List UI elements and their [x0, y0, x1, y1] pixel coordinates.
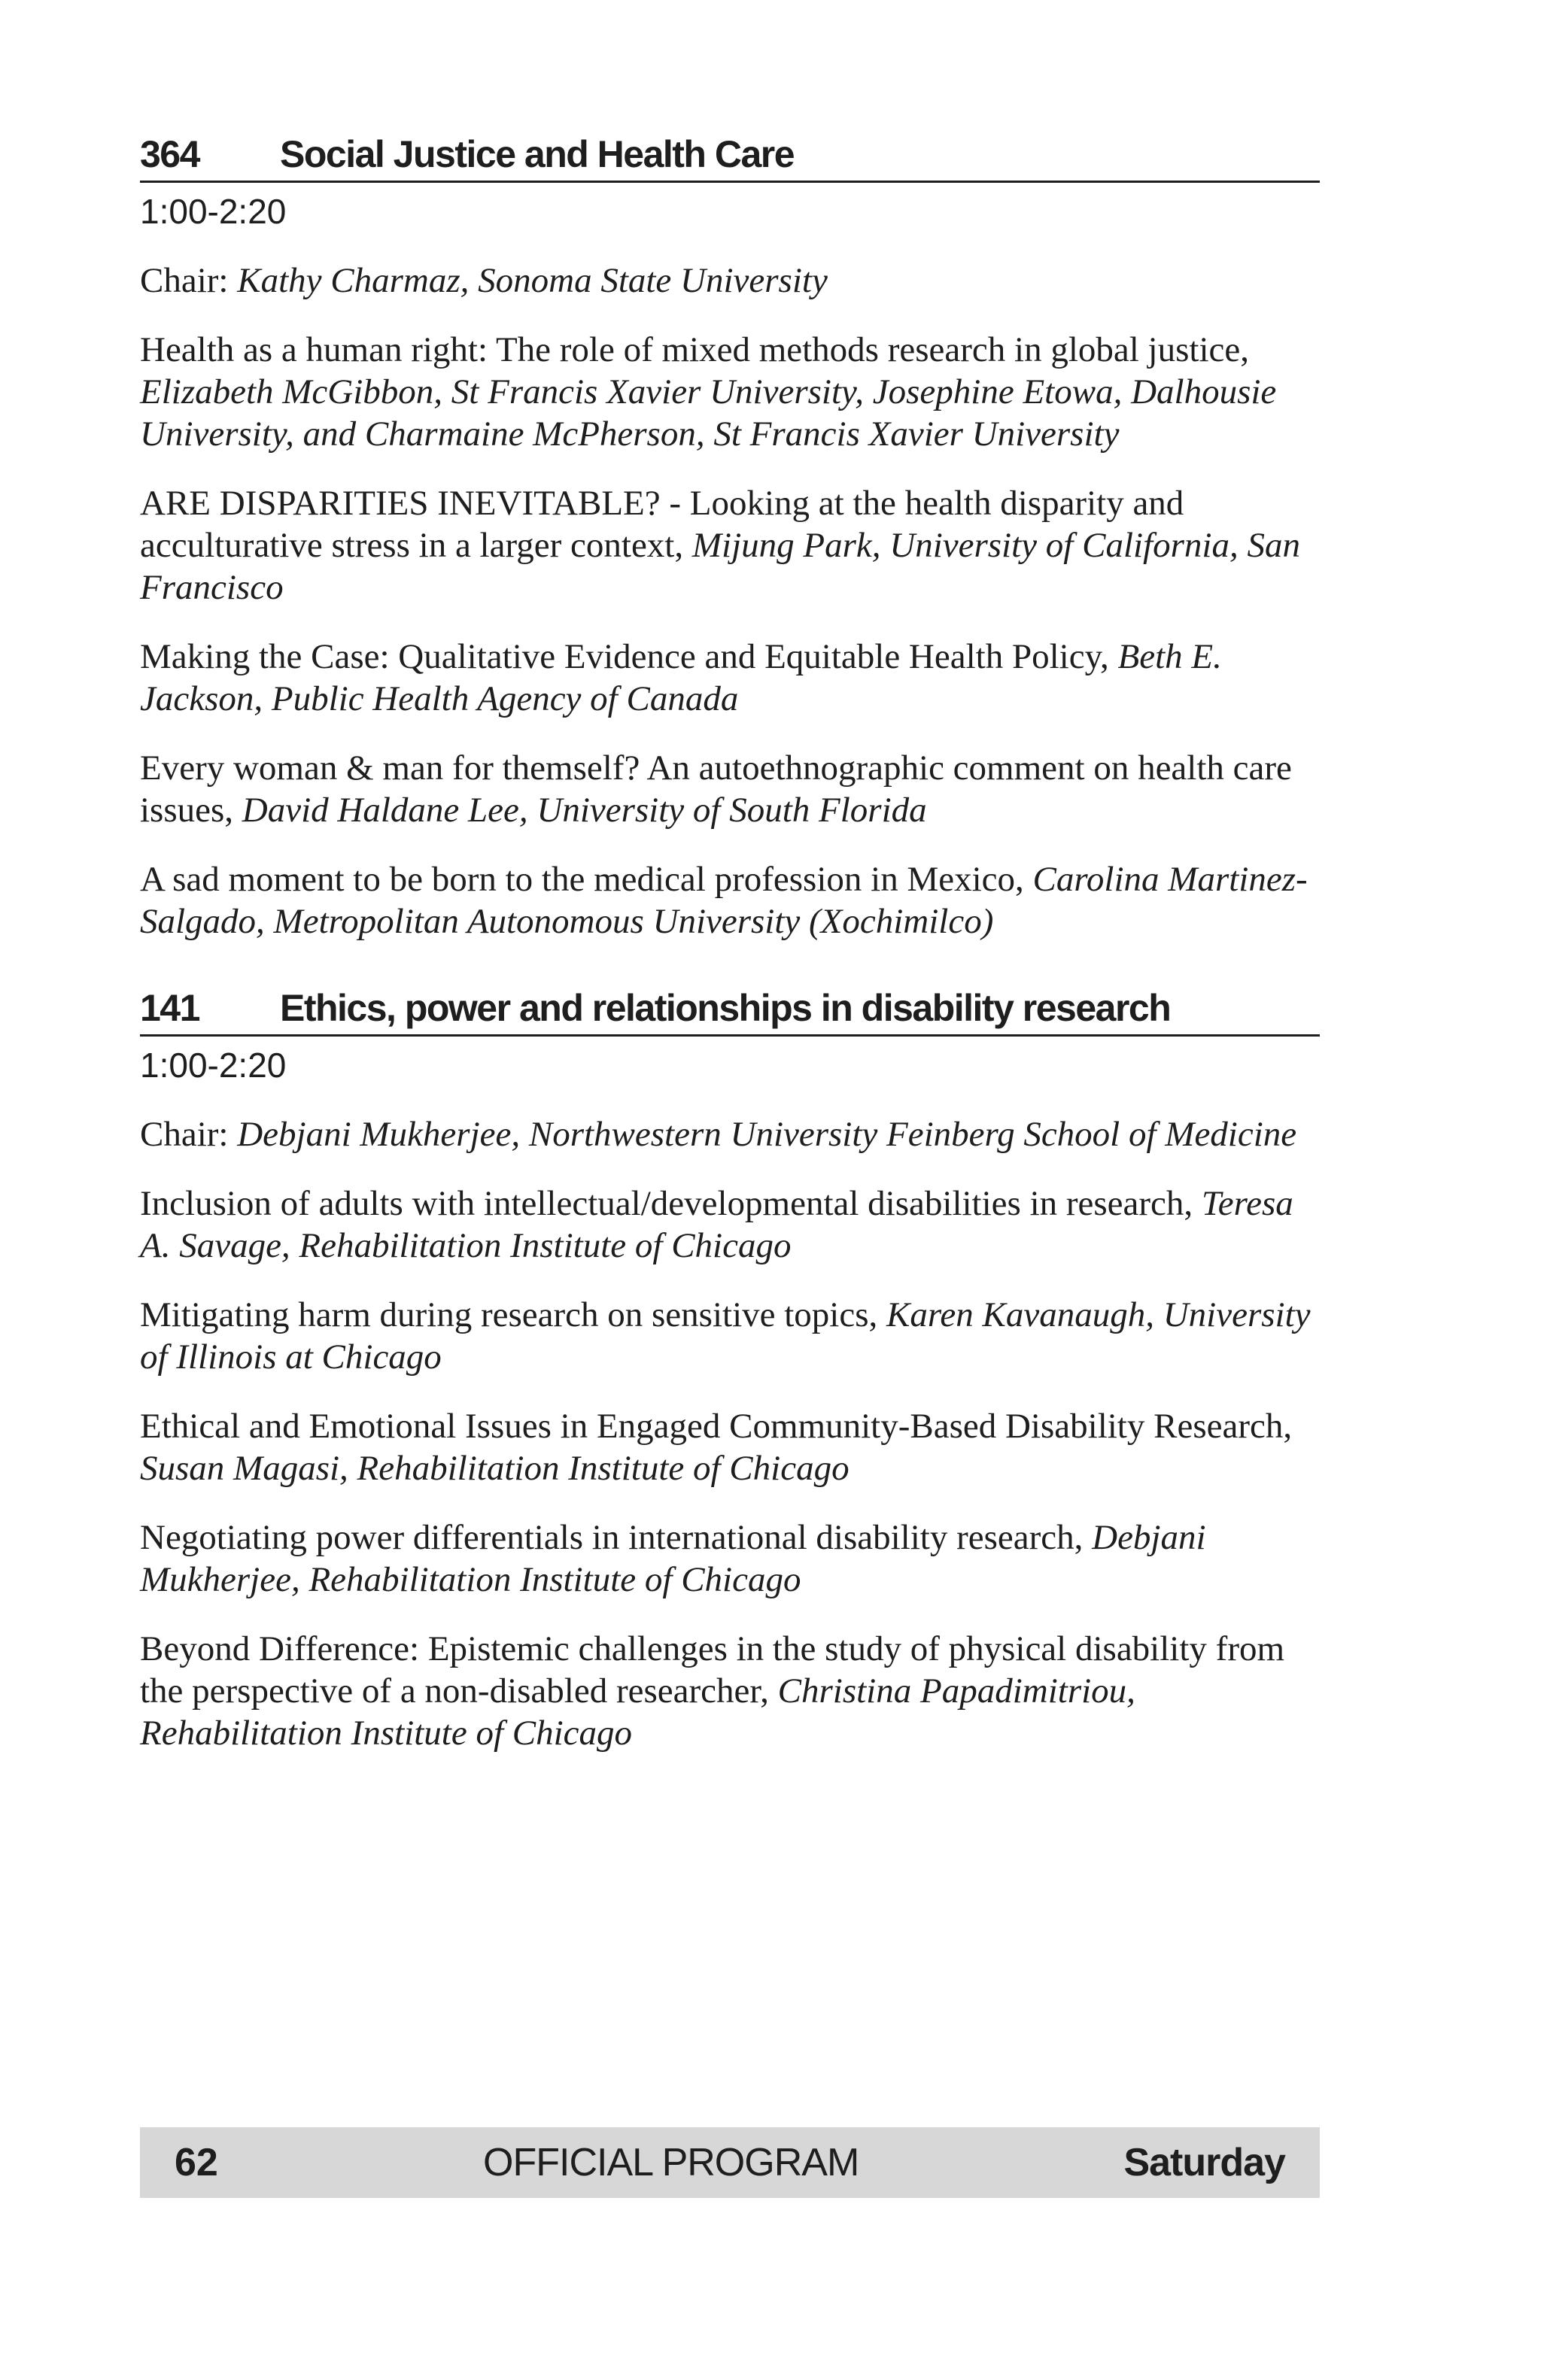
paper-authors: Christina Papadimitriou, Rehabilitation Institute of Chicago [140, 1671, 1135, 1753]
session-title: Ethics, power and relationships in disability research [280, 987, 1171, 1029]
footer-day: Saturday [1123, 2141, 1285, 2184]
paper-authors: Elizabeth McGibbon, St Francis Xavier University, Josephine Etowa, Dalhousie University, and Charmaine McPherson, St Francis Xavier University [140, 372, 1277, 454]
page-number: 62 [175, 2141, 218, 2184]
content-column [140, 131, 1320, 1796]
session-title: Social Justice and Health Care [280, 133, 795, 175]
session-time: 1:00-2:20 [140, 1046, 287, 1085]
session-chair [140, 260, 1320, 302]
page-footer [140, 2127, 1320, 2198]
paper-entry [140, 1294, 1320, 1378]
paper-entry [140, 329, 1320, 455]
paper-title: Ethical and Emotional Issues in Engaged Community-Based Disability Research, [140, 1407, 1293, 1446]
session-header [140, 985, 1320, 1037]
paper-entry [140, 636, 1320, 720]
session-364 [140, 131, 1320, 943]
paper-authors: Beth E. Jackson, Public Health Agency of Canada [140, 637, 1222, 718]
session-chair [140, 1113, 1320, 1155]
paper-authors: Mijung Park, University of California, San Francisco [140, 526, 1300, 607]
paper-authors: Teresa A. Savage, Rehabilitation Institute of Chicago [140, 1184, 1293, 1265]
paper-authors: David Haldane Lee, University of South Florida [242, 791, 927, 830]
footer-program-title: OFFICIAL PROGRAM [483, 2141, 859, 2184]
paper-authors: Karen Kavanaugh, University of Illinois at Chicago [140, 1295, 1311, 1377]
chair-name: Debjani Mukherjee, Northwestern University Feinberg School of Medicine [237, 1115, 1297, 1154]
paper-entry [140, 747, 1320, 831]
paper-entry [140, 482, 1320, 609]
paper-title: A sad moment to be born to the medical profession in Mexico, [140, 860, 1033, 899]
paper-title: Beyond Difference: Epistemic challenges in the study of physical disability from the perspective of a non-disabled researcher, [140, 1629, 1285, 1711]
session-header [140, 131, 1320, 183]
paper-entry [140, 1516, 1320, 1601]
paper-authors: Susan Magasi, Rehabilitation Institute of Chicago [140, 1449, 850, 1488]
paper-title: Health as a human right: The role of mixed methods research in global justice, [140, 330, 1249, 369]
session-number: 364 [140, 133, 199, 175]
chair-label: Chair: [140, 261, 238, 300]
paper-title: Mitigating harm during research on sensitive topics, [140, 1295, 887, 1334]
paper-authors: Debjani Mukherjee, Rehabilitation Institute of Chicago [140, 1518, 1206, 1599]
session-time: 1:00-2:20 [140, 192, 287, 231]
paper-entry [140, 1628, 1320, 1754]
chair-name: Kathy Charmaz, Sonoma State University [237, 261, 828, 300]
paper-title: Making the Case: Qualitative Evidence and Equitable Health Policy, [140, 637, 1118, 676]
paper-authors: Carolina Martinez-Salgado, Metropolitan Autonomous University (Xochimilco) [140, 860, 1308, 941]
paper-title: Inclusion of adults with intellectual/developmental disabilities in research, [140, 1184, 1202, 1223]
paper-title: Every woman & man for themself? An autoethnographic comment on health care issues, [140, 748, 1292, 830]
paper-entry [140, 1182, 1320, 1267]
paper-entry [140, 1405, 1320, 1489]
session-141 [140, 985, 1320, 1754]
paper-entry [140, 858, 1320, 943]
session-number: 141 [140, 987, 199, 1029]
paper-title: ARE DISPARITIES INEVITABLE? - Looking at the health disparity and acculturative stress in a larger context, [140, 484, 1184, 565]
chair-label: Chair: [140, 1115, 238, 1154]
paper-title: Negotiating power differentials in international disability research, [140, 1518, 1093, 1557]
